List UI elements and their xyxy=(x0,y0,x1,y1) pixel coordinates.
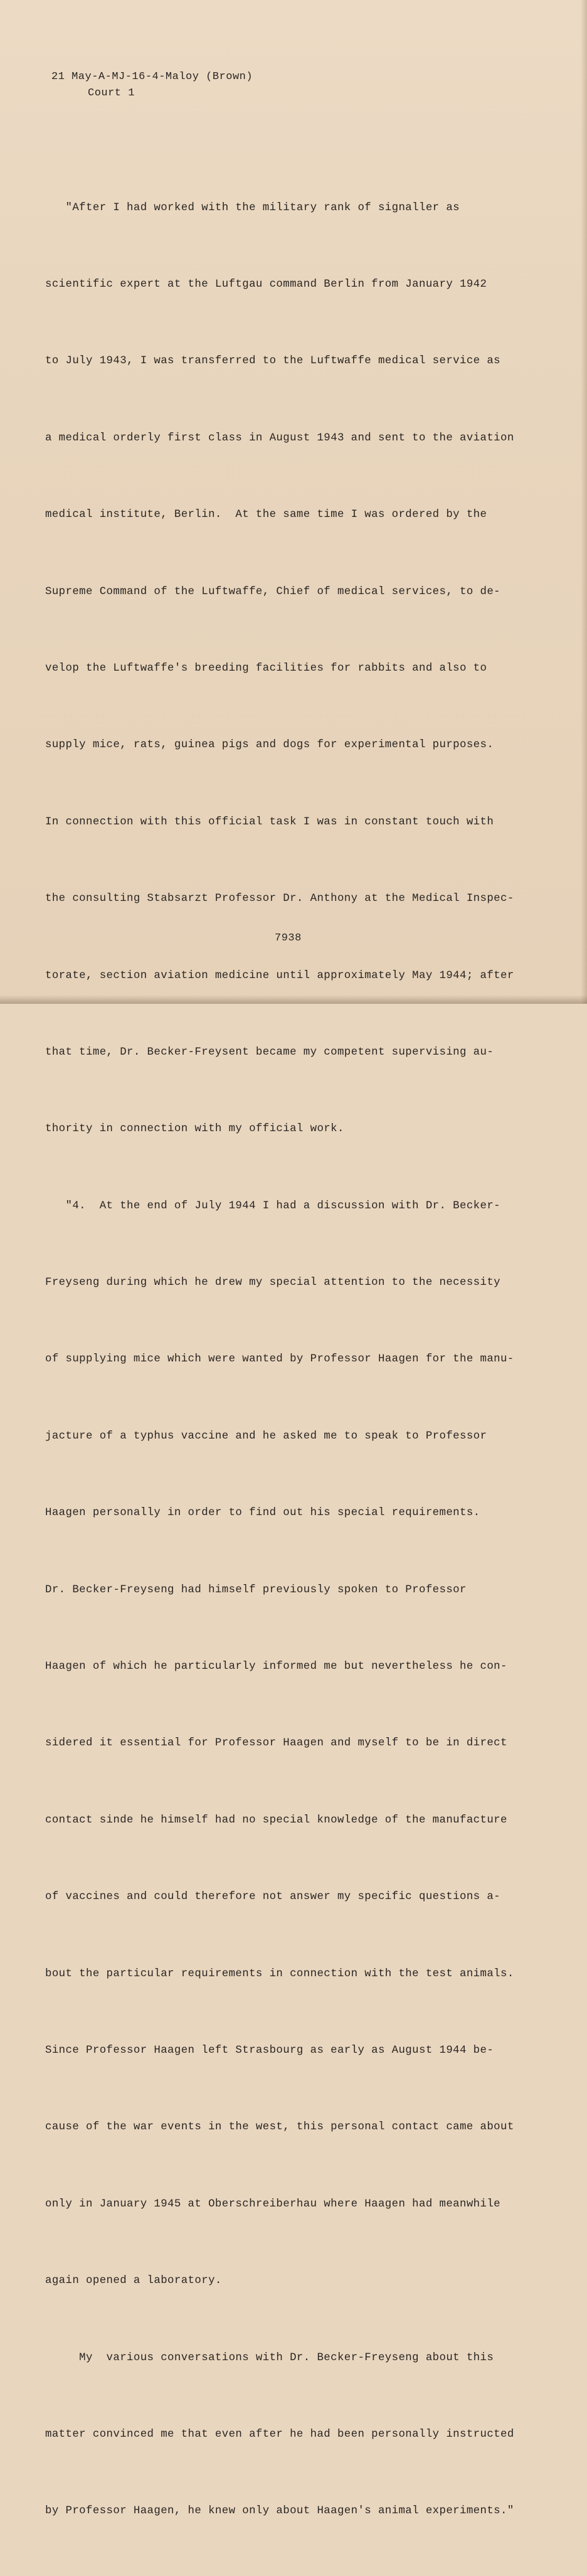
text-line: matter convinced me that even after he had been personally instructed xyxy=(45,2428,514,2440)
text-line: that time, Dr. Becker-Freysent became my competent supervising au- xyxy=(45,1046,494,1058)
text-line: the consulting Stabsarzt Professor Dr. Anthony at the Medical Inspec- xyxy=(45,893,514,905)
text-line: thority in connection with my official work. xyxy=(45,1123,344,1136)
text-line: to July 1943, I was transferred to the Luftwaffe medical service as xyxy=(45,355,501,368)
text-line: "4. At the end of July 1944 I had a discussion with Dr. Becker- xyxy=(45,1200,501,1212)
testimony-text xyxy=(45,144,547,2576)
text-line: "After I had worked with the military rank of signaller as xyxy=(45,201,460,214)
text-line: medical institute, Berlin. At the same time I was ordered by the xyxy=(45,509,487,521)
text-line: only in January 1945 at Oberschreiberhau where Haagen had meanwhile xyxy=(45,2198,501,2210)
text-line: by Professor Haagen, he knew only about Haagen's animal experiments." xyxy=(45,2505,514,2518)
text-line: Since Professor Haagen left Strasbourg as early as August 1944 be- xyxy=(45,2044,494,2057)
text-line: bout the particular requirements in connection with the test animals. xyxy=(45,1967,514,1980)
text-line: contact sinde he himself had no special knowledge of the manufacture xyxy=(45,1814,507,1826)
text-line: of supplying mice which were wanted by Professor Haagen for the manu- xyxy=(45,1353,514,1366)
text-line: velop the Luftwaffe's breeding facilities for rabbits and also to xyxy=(45,662,487,674)
text-line: Haagen personally in order to find out his special requirements. xyxy=(45,1507,480,1520)
text-line: My various conversations with Dr. Becker-Freyseng about this xyxy=(45,2351,494,2364)
page-edge-shadow xyxy=(581,0,587,1004)
text-line: Freyseng during which he drew my special attention to the necessity xyxy=(45,1277,501,1289)
text-line: of vaccines and could therefore not answer my specific questions a- xyxy=(45,1891,501,1903)
text-line: Haagen of which he particularly informed me but nevertheless he con- xyxy=(45,1661,507,1673)
text-line: Dr. Becker-Freyseng had himself previously spoken to Professor xyxy=(45,1583,467,1596)
reference-line: 21 May-A-MJ-16-4-Maloy (Brown) xyxy=(51,71,253,83)
page-number: 7938 xyxy=(275,932,302,944)
text-line: Supreme Command of the Luftwaffe, Chief of medical services, to de- xyxy=(45,585,501,598)
text-line: a medical orderly first class in August 1943 and sent to the aviation xyxy=(45,432,514,444)
text-line: torate, section aviation medicine until approximately May 1944; after xyxy=(45,969,514,982)
court-line: Court 1 xyxy=(88,87,135,99)
text-line: supply mice, rats, guinea pigs and dogs for experimental purposes. xyxy=(45,739,494,752)
text-line: again opened a laboratory. xyxy=(45,2275,222,2287)
text-line: jacture of a typhus vaccine and he asked me to speak to Professor xyxy=(45,1430,487,1442)
text-line: sidered it essential for Professor Haagen and myself to be in direct xyxy=(45,1737,507,1750)
text-line: In connection with this official task I was in constant touch with xyxy=(45,816,494,828)
document-header xyxy=(51,69,253,102)
text-line: scientific expert at the Luftgau command Berlin from January 1942 xyxy=(45,278,487,290)
text-line: cause of the war events in the west, this personal contact came about xyxy=(45,2121,514,2134)
